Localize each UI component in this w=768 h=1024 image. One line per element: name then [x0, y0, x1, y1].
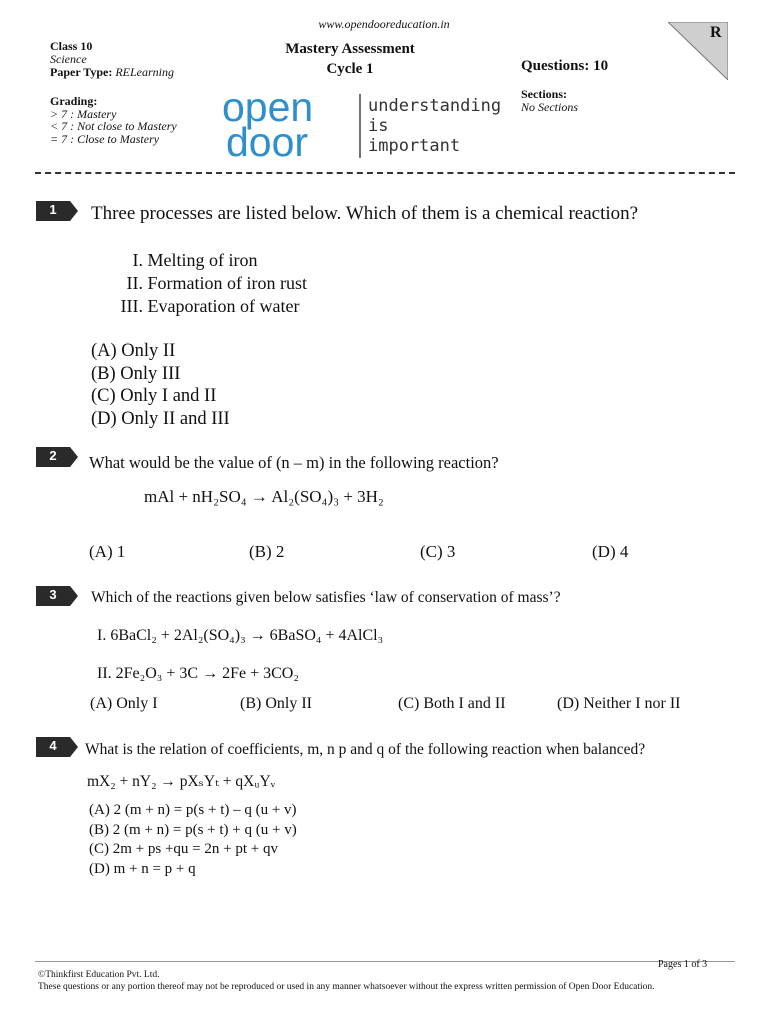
question-number-badge	[36, 447, 80, 467]
question-number-badge	[36, 201, 80, 221]
header-divider	[35, 172, 735, 174]
grading-line: < 7 : Not close to Mastery	[50, 119, 177, 133]
option-b: (B) Only II	[240, 695, 312, 712]
option-d: (D) 4	[592, 542, 629, 561]
question-number: 1	[49, 202, 57, 217]
website-url: www.opendooreducation.in	[318, 17, 450, 31]
option-c: (C) 3	[420, 542, 456, 561]
footer-divider	[35, 961, 735, 962]
paper-type-value: RELearning	[115, 65, 175, 79]
copyright: ©Thinkfirst Education Pvt. Ltd.	[38, 970, 160, 980]
page-number: Pages 1 of 3	[658, 959, 708, 970]
option-d: (D) Neither I nor II	[557, 695, 681, 712]
statement	[96, 272, 307, 295]
question-4-text: What is the relation of coefficients, m, n p and q of the following reaction when balanced?	[85, 741, 646, 758]
statement	[96, 295, 307, 318]
tagline-line: is	[368, 116, 389, 136]
question-number: 3	[49, 587, 57, 602]
statement-number: III.	[120, 296, 143, 316]
option-b: (B) 2 (m + n) = p(s + t) + q (u + v)	[89, 821, 297, 838]
option-a: (A) Only II	[91, 341, 176, 361]
logo-tagline	[368, 96, 501, 156]
question-1-text: Three processes are listed below. Which of them is a chemical reaction?	[91, 203, 639, 224]
grading-block	[50, 95, 177, 145]
question-number-badge	[36, 737, 80, 757]
question-1-options	[91, 340, 230, 430]
sections-block	[521, 88, 578, 114]
question-1-statements	[96, 249, 307, 318]
option-a: (A) Only I	[90, 695, 158, 712]
question-2-text: What would be the value of (n – m) in the following reaction?	[89, 453, 499, 472]
statement-text: Formation of iron rust	[147, 273, 307, 293]
logo-word-door: door	[226, 119, 309, 160]
question-4-equation: mX₂ + nY₂ → pXₛYₜ + qXᵤYᵥ	[87, 773, 276, 790]
questions-count: Questions: 10	[521, 58, 609, 74]
question-3-equation-2: II. 2Fe₂O₃ + 3C → 2Fe + 3CO₂	[97, 665, 299, 682]
tagline-line: important	[368, 136, 461, 156]
question-3-text: Which of the reactions given below satisfies ‘law of conservation of mass’?	[91, 589, 561, 606]
set-letter: R	[710, 24, 722, 41]
logo-word-open: open	[222, 88, 314, 130]
option-a: (A) 1	[89, 542, 126, 561]
class-label: Class 10	[50, 39, 93, 53]
option-d: (D) m + n = p + q	[89, 860, 196, 877]
subject-label: Science	[50, 52, 87, 66]
tagline-line: understanding	[368, 96, 502, 116]
question-2-equation: mAl + nH₂SO₄ → Al₂(SO₄)₃ + 3H₂	[144, 487, 384, 506]
grading-line: = 7 : Close to Mastery	[50, 131, 160, 146]
statement-number: I.	[132, 250, 143, 270]
paper-info	[50, 40, 174, 79]
paper-type	[50, 66, 174, 79]
title-line-1: Mastery Assessment	[285, 41, 415, 57]
option-c: (C) 2m + ps +qu = 2n + pt + qv	[89, 841, 278, 857]
title-line-2: Cycle 1	[326, 61, 374, 77]
option-a: (A) 2 (m + n) = p(s + t) – q (u + v)	[89, 802, 297, 818]
copyright-notice: These questions or any portion thereof may not be reproduced or used in any manner whatsoever without the express written permission of Open Door Education.	[38, 982, 655, 992]
paper-type-label: Paper Type:	[50, 65, 113, 79]
question-number: 2	[49, 448, 57, 463]
sections-label: Sections:	[521, 87, 567, 101]
statement-text: Evaporation of water	[147, 296, 300, 316]
grading-label: Grading:	[50, 94, 98, 108]
option-d: (D) Only II and III	[91, 408, 230, 429]
option-b: (B) 2	[249, 542, 285, 561]
question-3-equation-1: I. 6BaCl₂ + 2Al₂(SO₄)₃ → 6BaSO₄ + 4AlCl₃	[97, 627, 384, 644]
page-title	[250, 39, 450, 79]
option-c: (C) Only I and II	[91, 386, 217, 406]
statement-text: Melting of iron	[147, 250, 258, 270]
question-number: 4	[49, 738, 57, 753]
statement-number: II.	[126, 273, 143, 293]
question-number-badge	[36, 586, 80, 606]
option-c: (C) Both I and II	[398, 695, 506, 712]
grading-line: > 7 : Mastery	[50, 106, 117, 121]
option-b: (B) Only III	[91, 363, 181, 384]
statement	[96, 249, 307, 272]
sections-value: No Sections	[521, 100, 578, 114]
question-4-options	[89, 801, 297, 879]
